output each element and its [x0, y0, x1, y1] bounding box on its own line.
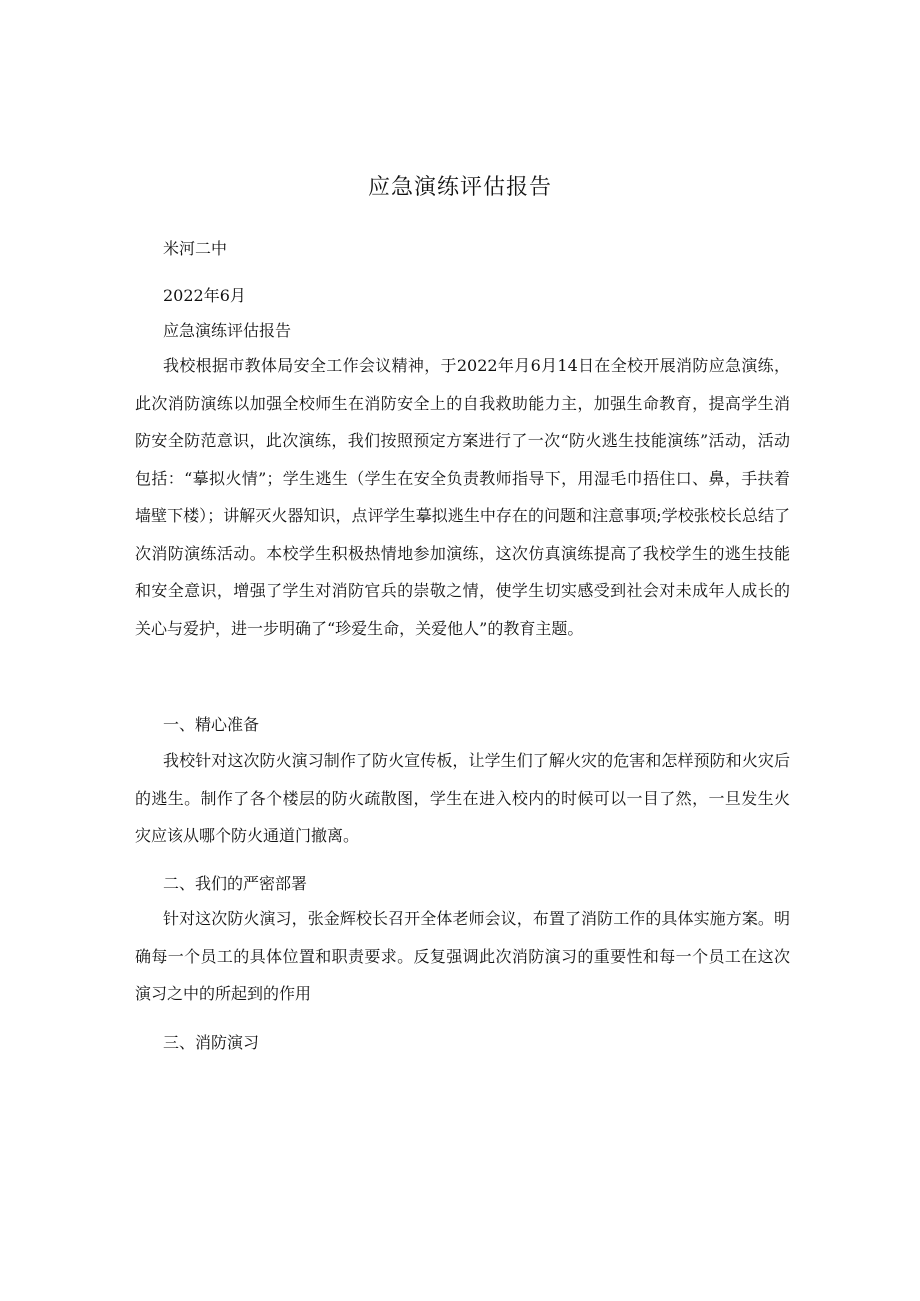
- report-date: 2022年6月: [163, 286, 246, 305]
- section-2-paragraph: 针对这次防火演习，张金辉校长召开全体老师会议，布置了消防工作的具体实施方案。明确每一个员工的具体位置和职责要求。反复强调此次消防演习的重要性和每一个员工在这次演习之中的所起到的作用: [135, 909, 790, 1003]
- section-1-paragraph: 我校针对这次防火演习制作了防火宣传板，让学生们了解火灾的危害和怎样预防和火灾后的逃生。制作了各个楼层的防火疏散图，学生在进入校内的时候可以一目了然，一旦发生火灾应该从哪个防火通道门撤离。: [135, 751, 790, 845]
- section-2-heading: 二、我们的严密部署: [163, 874, 308, 893]
- intro-paragraph: 我校根据市教体局安全工作会议精神，于2022年月6月14日在全校开展消防应急演练，此次消防演练以加强全校师生在消防安全上的自我救助能力主，加强生命教育，提高学生消防安全防范意识，此次演练，我们按照预定方案进行了一次“防火逃生技能演练”活动，活动包括：“摹拟火情”；学生逃生（学生在安全负责教师指导下，用湿毛巾捂住口、鼻，手扶着墙壁下楼）；讲解灭火器知识，点评学生摹拟逃生中存在的问题和注意事项;学校张校长总结了次消防演练活动。本校学生积极热情地参加演练，这次仿真演练提高了我校学生的逃生技能和安全意识，增强了学生对消防官兵的崇敬之情，使学生切实感受到社会对未成年人成长的关心与爱护，进一步明确了“珍爱生命，关爱他人”的教育主题。: [135, 356, 790, 638]
- section-1-heading: 一、精心准备: [163, 715, 260, 734]
- section-3-heading: 三、消防演习: [163, 1033, 260, 1052]
- school-name: 米河二中: [163, 239, 228, 258]
- document-title: 应急演练评估报告: [367, 175, 552, 200]
- report-subtitle: 应急演练评估报告: [163, 321, 292, 340]
